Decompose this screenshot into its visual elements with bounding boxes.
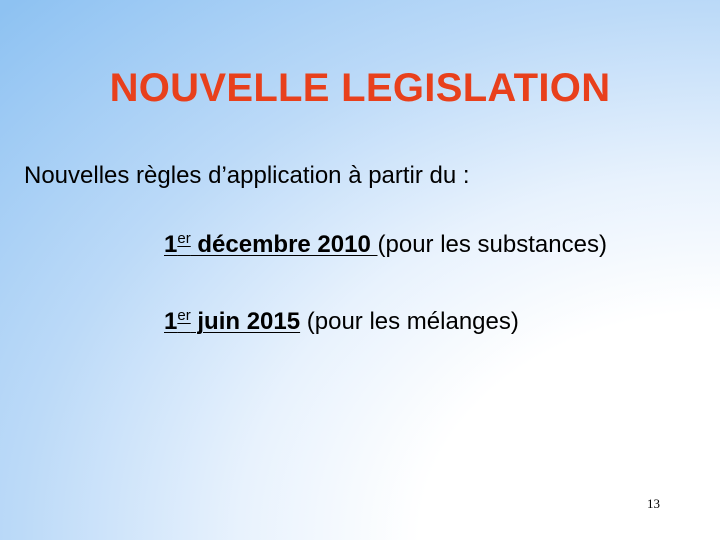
date-substances [164,231,378,258]
date-ordinal: er [177,307,191,324]
date-line-melanges [164,308,519,336]
date-day: 1 [164,308,178,335]
date-melanges [164,308,300,335]
date-ordinal: er [177,230,191,247]
date-rest: décembre 2010 [190,231,378,258]
intro-text: Nouvelles règles d’application à partir du : [24,162,470,189]
page-number: 13 [647,496,660,511]
date-note-melanges: (pour les mélanges) [300,308,519,335]
date-note-substances: (pour les substances) [377,231,607,258]
slide-title: NOUVELLE LEGISLATION [109,66,611,110]
date-line-substances [164,231,607,259]
date-day: 1 [164,231,178,258]
date-rest: juin 2015 [190,308,301,335]
